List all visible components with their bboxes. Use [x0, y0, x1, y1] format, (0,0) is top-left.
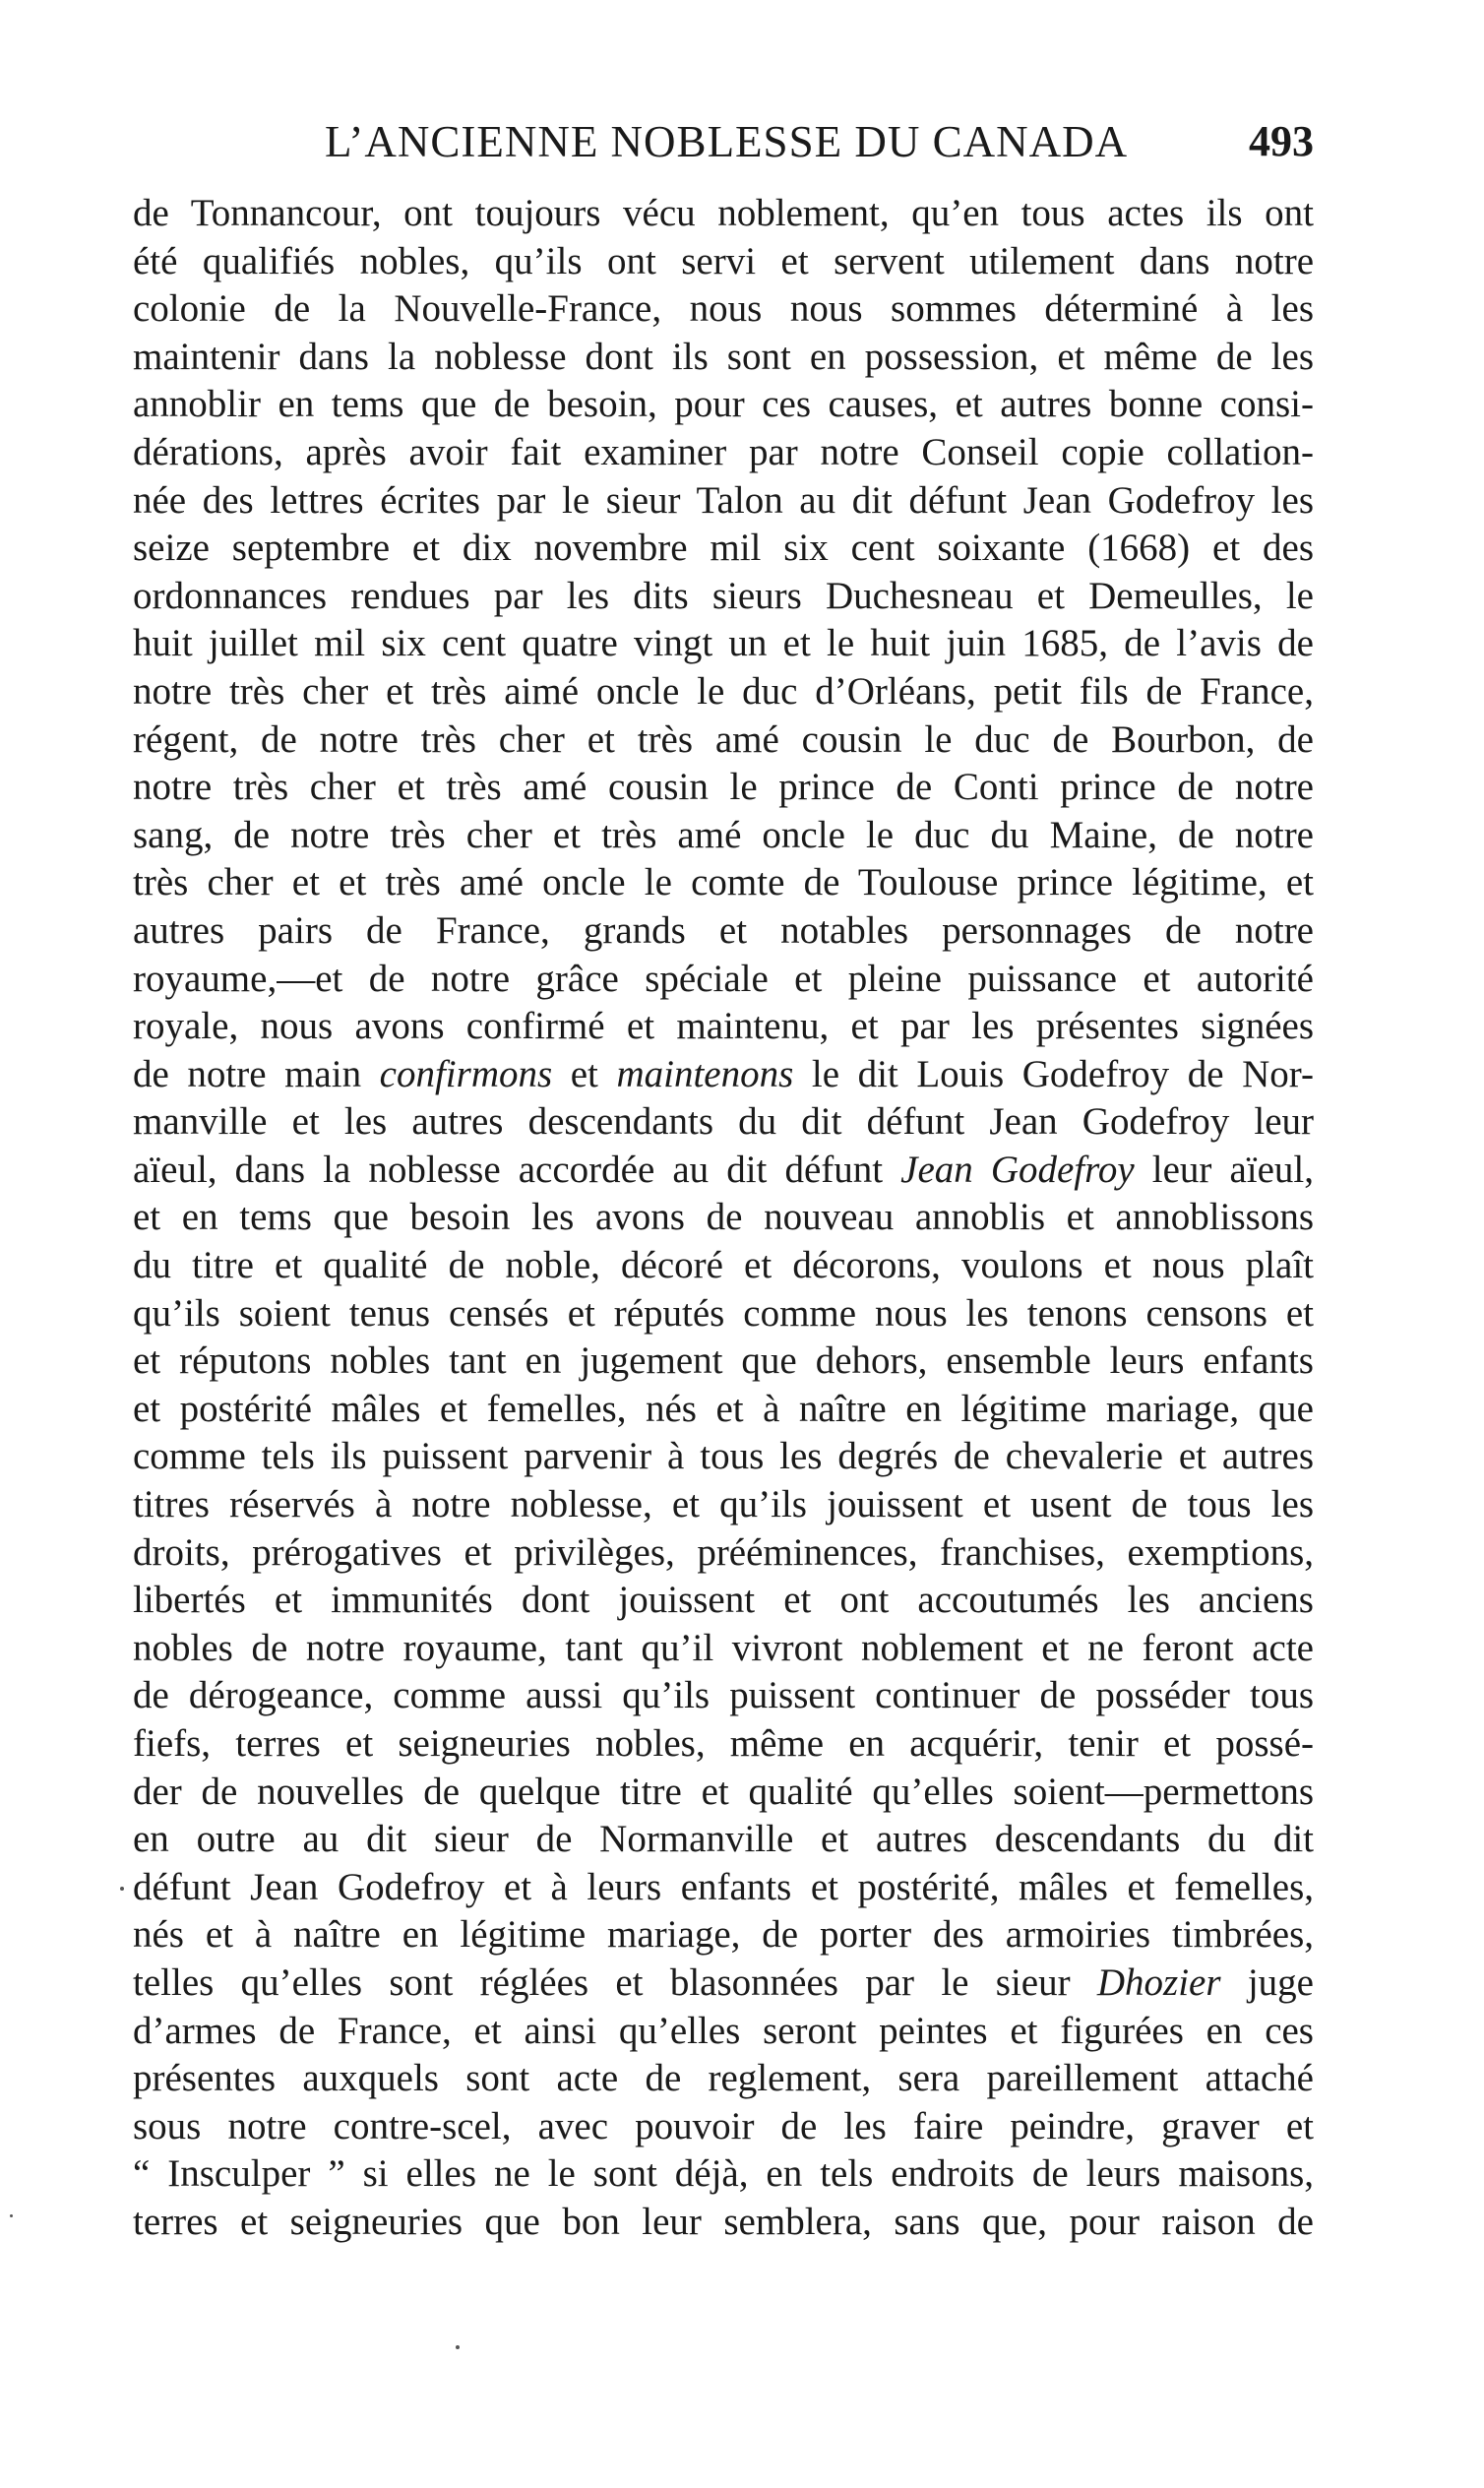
text-segment: de notre main: [133, 1052, 380, 1095]
text-line: [133, 1386, 1314, 1434]
text-line: [133, 381, 1314, 429]
text-segment: défunt Jean Godefroy et à leurs enfants et postérité, mâles et femelles,: [133, 1865, 1314, 1908]
text-segment: régent, de notre très cher et très amé cousin le duc de Bourbon, de: [133, 717, 1314, 761]
text-line: [133, 573, 1314, 621]
text-segment: de Tonnancour, ont toujours vécu noblement, qu’en tous actes ils ont: [133, 192, 1314, 234]
text-line: [133, 1911, 1314, 1959]
text-segment: colonie de la Nouvelle-France, nous nous sommes déterminé à les: [133, 287, 1314, 331]
text-line: [133, 1481, 1314, 1529]
text-line: [133, 2055, 1314, 2103]
text-line: [133, 2008, 1314, 2056]
text-segment: ordonnances rendues par les dits sieurs Duchesneau et Demeulles, le: [133, 574, 1314, 617]
text-line: [133, 1959, 1314, 2008]
text-line: [133, 1194, 1314, 1242]
text-segment: nobles de notre royaume, tant qu’il vivront noblement et ne feront acte: [133, 1626, 1314, 1669]
text-line: [133, 1242, 1314, 1290]
text-segment: le dit Louis Godefroy de Nor-: [793, 1052, 1314, 1095]
text-line: [133, 668, 1314, 716]
text-segment: et en tems que besoin les avons de nouveau annoblis et annoblissons: [133, 1196, 1314, 1239]
text-segment: titres réservés à notre noblesse, et qu’ils jouissent et usent de tous les: [133, 1483, 1314, 1526]
text-segment: comme tels ils puissent parvenir à tous les degrés de chevalerie et autres: [133, 1435, 1314, 1478]
text-segment: maintenir dans la noblesse dont ils sont en possession, et même de les: [133, 335, 1314, 378]
text-segment: nés et à naître en légitime mariage, de porter des armoiries timbrées,: [133, 1913, 1314, 1957]
text-segment: “ Insculper ” si elles ne le sont déjà, en tels endroits de leurs maisons,: [133, 2152, 1314, 2196]
page-number: 493: [1249, 117, 1314, 165]
text-line: [133, 1290, 1314, 1338]
text-segment: leur aïeul,: [1134, 1148, 1314, 1191]
body-text: [133, 190, 1314, 2247]
italic-phrase: confirmons: [379, 1052, 553, 1095]
text-line: [133, 764, 1314, 812]
italic-phrase: Jean Godefroy: [900, 1148, 1135, 1191]
text-line: [133, 1433, 1314, 1481]
text-line: [133, 1051, 1314, 1099]
text-segment: été qualifiés nobles, qu’ils ont servi et servent utilement dans notre: [133, 239, 1314, 282]
text-segment: notre très cher et très amé cousin le prince de Conti prince de notre: [133, 766, 1314, 809]
text-segment: qu’ils soient tenus censés et réputés comme nous les tenons censons et: [133, 1291, 1314, 1335]
text-line: [133, 1864, 1314, 1912]
text-segment: dérations, après avoir fait examiner par notre Conseil copie collation-: [133, 430, 1314, 473]
scan-speck: [456, 2345, 460, 2349]
text-segment: der de nouvelles de quelque titre et qualité qu’elles soient—permettons: [133, 1770, 1314, 1813]
text-segment: et: [552, 1052, 617, 1095]
italic-phrase: Dhozier: [1096, 1960, 1221, 2004]
page-header: [133, 116, 1314, 171]
text-line: [133, 812, 1314, 860]
text-line: [133, 525, 1314, 573]
text-line: [133, 190, 1314, 238]
text-line: [133, 1769, 1314, 1817]
running-title: L’ANCIENNE NOBLESSE DU CANADA: [325, 117, 1129, 166]
text-line: [133, 1337, 1314, 1386]
text-line: [133, 716, 1314, 765]
text-line: [133, 1625, 1314, 1673]
text-segment: née des lettres écrites par le sieur Talon au dit défunt Jean Godefroy les: [133, 478, 1314, 522]
text-segment: d’armes de France, et ainsi qu’elles seront peintes et figurées en ces: [133, 2009, 1314, 2052]
text-line: [133, 1529, 1314, 1578]
text-segment: royaume,—et de notre grâce spéciale et pleine puissance et autorité: [133, 957, 1314, 1000]
text-segment: droits, prérogatives et privilèges, prééminences, franchises, exemptions,: [133, 1530, 1314, 1574]
text-segment: annoblir en tems que de besoin, pour ces causes, et autres bonne consi-: [133, 383, 1314, 426]
text-segment: sang, de notre très cher et très amé oncle le duc du Maine, de notre: [133, 813, 1314, 856]
text-segment: présentes auxquels sont acte de reglement, sera pareillement attaché: [133, 2057, 1314, 2100]
text-line: [133, 238, 1314, 286]
text-line: [133, 334, 1314, 382]
text-line: [133, 956, 1314, 1004]
text-segment: huit juillet mil six cent quatre vingt un et le huit juin 1685, de l’avis de: [133, 622, 1314, 665]
text-line: [133, 907, 1314, 956]
text-line: [133, 1577, 1314, 1625]
text-segment: en outre au dit sieur de Normanville et autres descendants du dit: [133, 1818, 1314, 1861]
text-line: [133, 859, 1314, 907]
text-line: [133, 1003, 1314, 1051]
text-segment: royale, nous avons confirmé et maintenu, et par les présentes signées: [133, 1005, 1314, 1048]
text-segment: fiefs, terres et seigneuries nobles, même en acquérir, tenir et possé-: [133, 1722, 1314, 1765]
text-segment: juge: [1220, 1960, 1314, 2004]
italic-phrase: maintenons: [616, 1052, 794, 1095]
text-line: [133, 1816, 1314, 1864]
text-line: [133, 2103, 1314, 2151]
text-line: [133, 1147, 1314, 1195]
text-segment: sous notre contre-scel, avec pouvoir de les faire peindre, graver et: [133, 2104, 1314, 2147]
text-segment: manville et les autres descendants du dit défunt Jean Godefroy leur: [133, 1100, 1314, 1144]
text-segment: telles qu’elles sont réglées et blasonnées par le sieur: [133, 1960, 1097, 2004]
text-line: [133, 429, 1314, 477]
text-segment: aïeul, dans la noblesse accordée au dit défunt: [133, 1148, 901, 1191]
text-line: [133, 2150, 1314, 2199]
text-segment: très cher et et très amé oncle le comte de Toulouse prince légitime, et: [133, 861, 1314, 904]
text-line: [133, 1098, 1314, 1147]
text-line: [133, 1672, 1314, 1720]
text-line: [133, 1720, 1314, 1769]
text-segment: et postérité mâles et femelles, nés et à naître en légitime mariage, que: [133, 1387, 1314, 1430]
scan-speck: [120, 1887, 124, 1891]
scan-speck: [10, 2214, 13, 2217]
text-line: [133, 620, 1314, 668]
text-line: [133, 285, 1314, 334]
text-line: [133, 477, 1314, 526]
text-segment: autres pairs de France, grands et notables personnages de notre: [133, 908, 1314, 952]
text-segment: et réputons nobles tant en jugement que dehors, ensemble leurs enfants: [133, 1339, 1314, 1383]
text-segment: libertés et immunités dont jouissent et ont accoutumés les anciens: [133, 1579, 1314, 1622]
text-segment: notre très cher et très aimé oncle le duc d’Orléans, petit fils de France,: [133, 669, 1314, 713]
text-segment: seize septembre et dix novembre mil six cent soixante (1668) et des: [133, 527, 1314, 570]
text-segment: de dérogeance, comme aussi qu’ils puissent continuer de posséder tous: [133, 1674, 1314, 1717]
text-segment: du titre et qualité de noble, décoré et décorons, voulons et nous plaît: [133, 1244, 1314, 1287]
text-line: [133, 2199, 1314, 2247]
text-segment: terres et seigneuries que bon leur semblera, sans que, pour raison de: [133, 2200, 1314, 2243]
